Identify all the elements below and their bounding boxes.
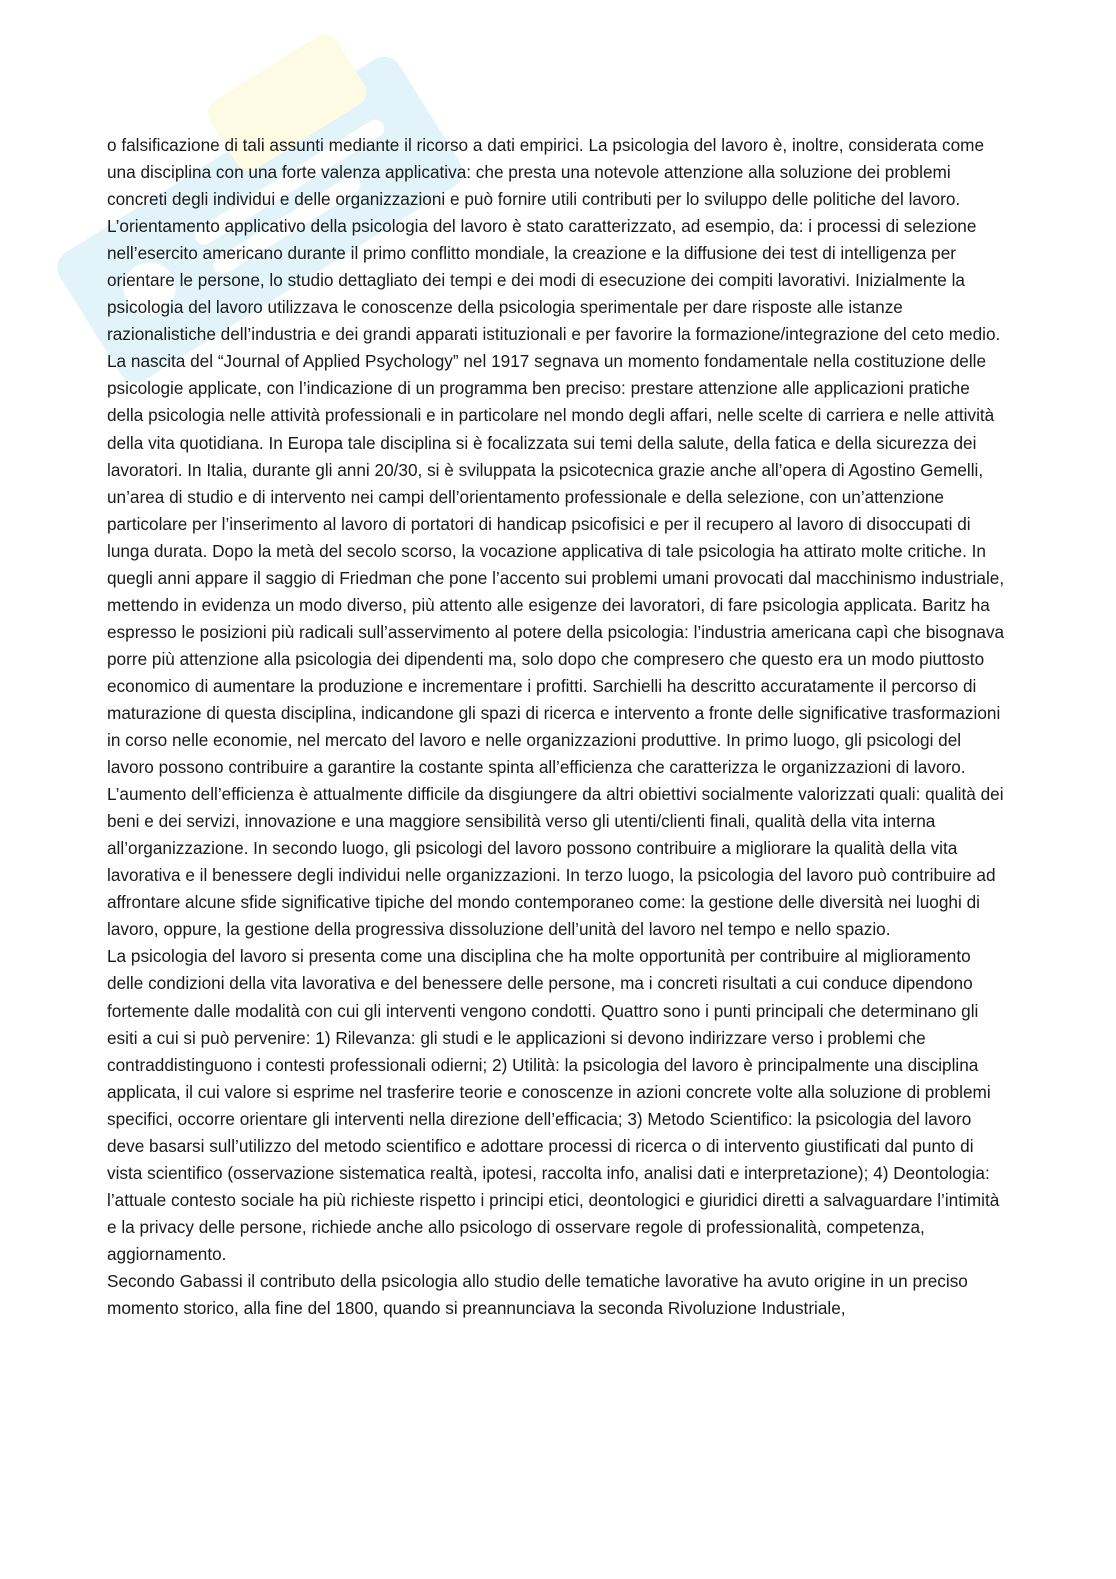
paragraph-3: Secondo Gabassi il contributo della psicologia allo studio delle tematiche lavorative ha avuto origine in un preciso momento storico, alla fine del 1800, quando si preannunciava la seconda Rivoluzione Industriale, [107, 1270, 968, 1319]
paragraph-1: o falsificazione di tali assunti mediante il ricorso a dati empirici. La psicologia del lavoro è, inoltre, considerata come una disciplina con una forte valenza applicativa: che presta una notevole attenzione alla soluzione dei problemi concreti degli individui e delle organizzazioni e può fornire utili contributi per lo sviluppo delle politiche del lavoro. L’orientamento applicativo della psicologia del lavoro è stato caratterizzato, ad esempio, da: i processi di selezione nell’esercito americano durante il primo conflitto mondiale, la creazione e la diffusione dei test di intelligenza per orientare le persone, lo studio dettagliato dei tempi e dei modi di esecuzione dei compiti lavorativi. Inizialmente la psicologia del lavoro utilizzava le conoscenze della psicologia sperimentale per dare risposte alle istanze razionalistiche dell’industria e dei grandi apparati istituzionali e per favorire la formazione/integrazione del ceto medio. La nascita del “Journal of Applied Psychology” nel 1917 segnava un momento fondamentale nella costituzione delle psicologie applicate, con l’indicazione di un programma ben preciso: prestare attenzione alle applicazioni pratiche della psicologia nelle attività professionali e in particolare nel mondo degli affari, nelle scelte di carriera e nelle attività della vita quotidiana. In Europa tale disciplina si è focalizzata sui temi della salute, della fatica e della sicurezza dei lavoratori. In Italia, durante gli anni 20/30, si è sviluppata la psicotecnica grazie anche all’opera di Agostino Gemelli, un’area di studio e di intervento nei campi dell’orientamento professionale e della selezione, con un’attenzione particolare per l’inserimento al lavoro di portatori di handicap psicofisici e per il recupero al lavoro di disoccupati di lunga durata. Dopo la metà del secolo scorso, la vocazione applicativa di tale psicologia ha attirato molte critiche. In quegli anni appare il saggio di Friedman che pone l’accento sui problemi umani provocati dal macchinismo industriale, mettendo in evidenza un modo diverso, più attento alle esigenze dei lavoratori, di fare psicologia applicata. Baritz ha espresso le posizioni più radicali sull’asservimento al potere della psicologia: l’industria americana capì che bisognava porre più attenzione alla psicologia dei dipendenti ma, solo dopo che compresero che questo era un modo piuttosto economico di aumentare la produzione e incrementare i profitti. Sarchielli ha descritto accuratamente il percorso di maturazione di questa disciplina, indicandone gli spazi di ricerca e intervento a fronte delle significative trasformazioni in corso nelle economie, nel mercato del lavoro e nelle organizzazioni produttive. In primo luogo, gli psicologi del lavoro possono contribuire a garantire la costante spinta all’efficienza che caratterizza le organizzazioni di lavoro. L’aumento dell’efficienza è attualmente difficile da disgiungere da altri obiettivi socialmente valorizzati quali: qualità dei beni e dei servizi, innovazione e una maggiore sensibilità verso gli utenti/clienti finali, qualità della vita interna all’organizzazione. In secondo luogo, gli psicologi del lavoro possono contribuire a migliorare la qualità della vita lavorativa e il benessere degli individui nelle organizzazioni. In terzo luogo, la psicologia del lavoro può contribuire ad affrontare alcune sfide significative tipiche del mondo contemporaneo come: la gestione delle diversità nei luoghi di lavoro, oppure, la gestione della progressiva dissoluzione dell’unità del lavoro nel tempo e nello spazio. [107, 135, 1005, 940]
paragraph-2: La psicologia del lavoro si presenta come una disciplina che ha molte opportunità per contribuire al miglioramento delle condizioni della vita lavorativa e del benessere delle persone, ma i concreti risultati a cui conduce dipendono fortemente dalle modalità con cui gli interventi vengono condotti. Quattro sono i punti principali che determinano gli esiti a cui si può pervenire: 1) Rilevanza: gli studi e le applicazioni si devono indirizzare verso i problemi che contraddistinguono i contesti professionali odierni; 2) Utilità: la psicologia del lavoro è principalmente una disciplina applicata, il cui valore si esprime nel trasferire teorie e conoscenze in azioni concrete volte alla soluzione di problemi specifici, occorre orientare gli interventi nella direzione dell’efficacia; 3) Metodo Scientifico: la psicologia del lavoro deve basarsi sull’utilizzo del metodo scientifico e adottare processi di ricerca o di intervento giustificati dal punto di vista scientifico (osservazione sistematica realtà, ipotesi, raccolta info, analisi dati e interpretazione); 4) Deontologia: l’attuale contesto sociale ha più richieste rispetto i principi etici, deontologici e giuridici diretti a salvaguardare l’intimità e la privacy delle persone, richiede anche allo psicologo di osservare regole di professionalità, competenza, aggiornamento. [107, 946, 1000, 1264]
document-body [107, 132, 1007, 1322]
